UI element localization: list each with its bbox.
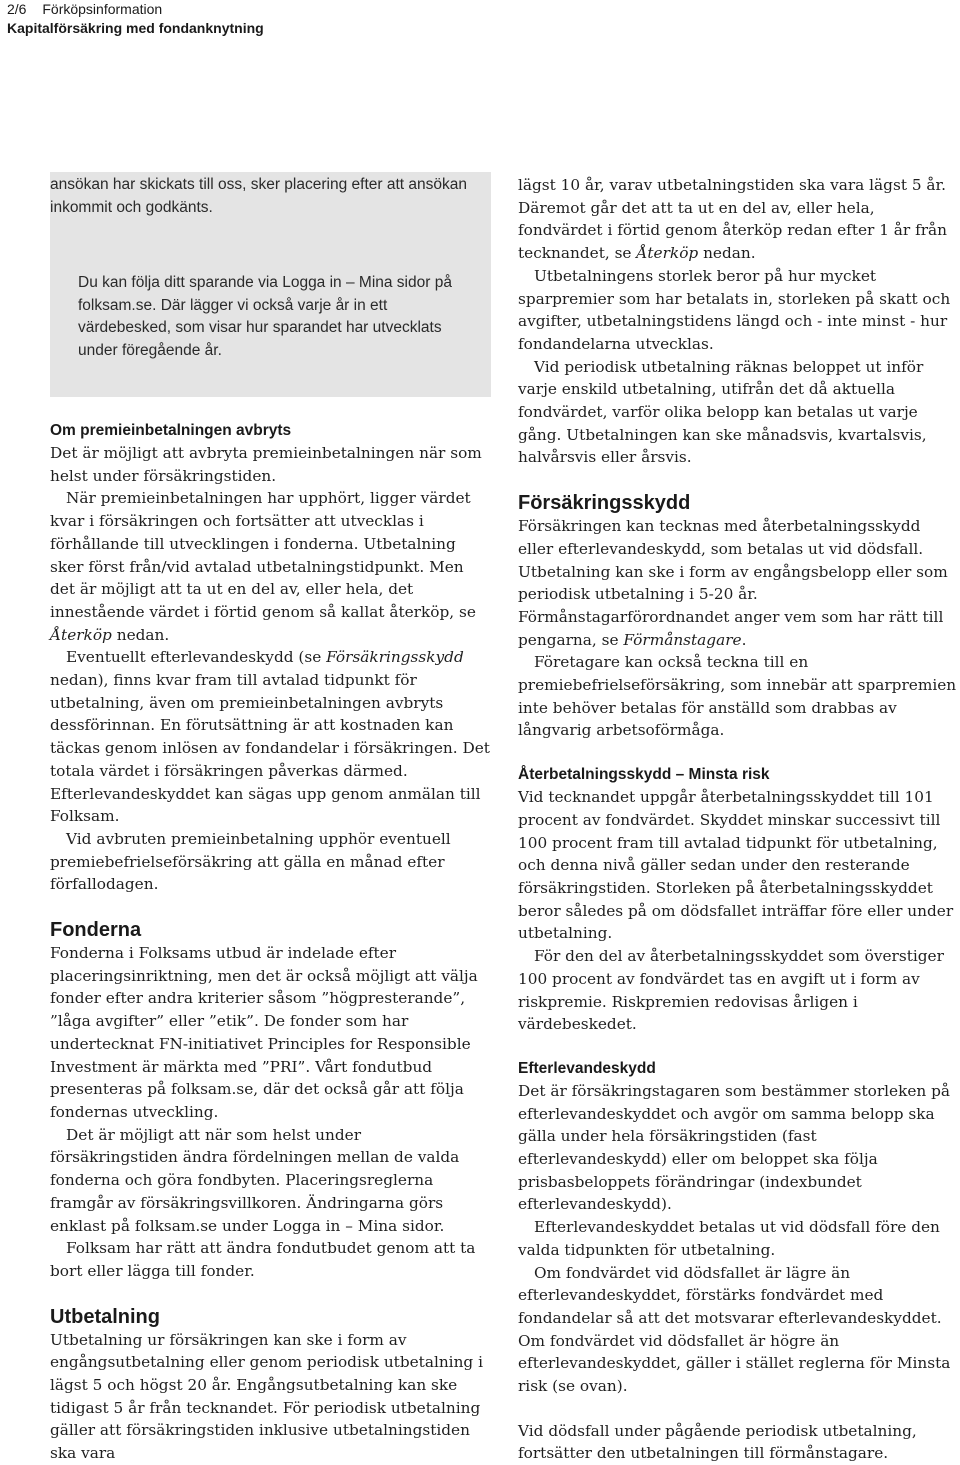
ref-aterkop-2: Återköp	[636, 244, 699, 263]
ref-formanstagare: Förmånstagare	[623, 630, 742, 649]
ater-paragraph-1: Vid tecknandet uppgår återbetalningsskyddet till 101 procent av fondvärdet. Skyddet minskar successivt till 100 procent fram till avtalad tidpunkt för utbetalning, och denna nivå gäller sedan under den resterande försäkringstiden. Storleken på återbetalningsskyddet beror således på om dödsfallet inträffar före eller under utbetalning.	[518, 788, 954, 943]
utbetalning-paragraph-1-continued: lägst 10 år, varav utbetalningstiden ska vara lägst 5 år. Däremot går det att ta ut en del av, eller hela, fondvärdet i förtid genom återköp redan efter 1 år från tecknandet, se Återköp nedan.	[518, 176, 948, 263]
skydd-paragraph-2: Företagare kan också teckna till en premiebefrielseförsäkring, som innebär att sparpremien inte behöver betalas för anställd som drabbas av långvarig arbetsoförmåga.	[518, 653, 957, 740]
efter-paragraph-1: Det är försäkringstagaren som bestämmer storleken på efterlevandeskyddet och avgör om samma belopp ska gälla under hela försäkringstiden (fast efterlevandeskydd) eller om beloppet ska följa prisbasbeloppets förändringar (indexbundet efterlevandeskydd).	[518, 1081, 951, 1214]
premie-paragraph-3: Eventuellt efterlevandeskydd (se Försäkringsskydd nedan), finns kvar fram till avtalad tidpunkt för utbetalning, även om premieinbetalningen avbryts dessförinnan. En förutsättning är att kostnaden kan täckas genom inlösen av fondandelar i försäkringen. Det totala värdet i försäkringen påverkas därmed. Efterlevandeskyddet kan sägas upp genom anmälan till Folksam.	[50, 648, 490, 826]
premie-paragraph-1: Det är möjligt att avbryta premieinbetalningen när som helst under försäkringstiden.	[50, 444, 482, 485]
fonderna-paragraph-2: Det är möjligt att när som helst under försäkringstiden ändra fördelningen mellan de valda fonderna och göra fondbyten. Placeringsreglerna framgår av försäkringsvillkoren. Ändringarna görs enklast på folksam.se under Logga in – Mina sidor.	[50, 1125, 460, 1235]
fonderna-paragraph-1: Fonderna i Folksams utbud är indelade efter placeringsinriktning, men det är också möjligt att välja fonder efter andra kriterier såsom ”högpresterande”, ”låga avgifter” eller ”etik”. De fonder som har undertecknat FN-initiativet Principles for Responsible Investment är märkta med ”PRI”. Vårt fondutbud presenteras på folksam.se, där det också går att följa fondernas utveckling.	[50, 944, 478, 1121]
ref-aterkop: Återköp	[50, 625, 112, 644]
left-column	[50, 420, 492, 1465]
efter-paragraph-3: Om fondvärdet vid dödsfallet är lägre än efterlevandeskyddet, förstärks fondvärdet med fondandelar så att det motsvarar efterlevandeskyddet. Om fondvärdet vid dödsfallet är högre än efterlevandeskyddet, gäller i stället reglerna för Minsta risk (se ovan).	[518, 1263, 951, 1396]
document-title: Kapitalförsäkring med fondanknytning	[7, 20, 264, 36]
ref-forsakringsskydd: Försäkringsskydd	[326, 648, 464, 667]
ater-paragraph-2: För den del av återbetalningsskyddet som överstiger 100 procent av fondvärdet tas en avgift ut i form av riskpremie. Riskpremien redovisas årligen i värdebeskedet.	[518, 947, 944, 1034]
premie-paragraph-2: När premieinbetalningen har upphört, ligger värdet kvar i försäkringen och fortsätter att utvecklas i förhållande till utvecklingen i fonderna. Utbetalning sker först från/vid avtalad utbetalningstidpunkt. Men det är möjligt att ta ut en del av, eller hela, det innestående värdet i förtid genom så kallat återköp, se Återköp nedan.	[50, 489, 476, 644]
right-column	[518, 174, 960, 1465]
document-type: Förköpsinformation	[42, 1, 163, 17]
utbetalning-paragraph-3: Vid periodisk utbetalning räknas beloppet ut inför varje enskild utbetalning, utifrån det då aktuella fondvärdet, varför olika belopp kan betalas ut varje gång. Utbetalningen kan ske månadsvis, kvartalsvis, halvårsvis eller årsvis.	[518, 357, 927, 467]
heading-fonderna: Fonderna	[50, 919, 142, 942]
fonderna-paragraph-3: Folksam har rätt att ändra fondutbudet genom att ta bort eller lägga till fonder.	[50, 1239, 476, 1280]
page-header	[7, 0, 264, 38]
heading-forsakringsskydd: Försäkringsskydd	[518, 492, 691, 515]
heading-efterlevandeskydd: Efterlevandeskydd	[518, 1059, 656, 1077]
page-number: 2/6	[7, 1, 27, 17]
skydd-paragraph-1: Försäkringen kan tecknas med återbetalningsskydd eller efterlevandeskydd, som betalas ut vid dödsfall. Utbetalning kan ske i form av engångsbelopp eller som periodisk utbetalning i 5-20 år. Förmånstagarförordnandet anger vem som har rätt till pengarna, se Förmånstagare.	[518, 517, 948, 649]
efter-paragraph-4: Vid dödsfall under pågående periodisk utbetalning, fortsätter den utbetalningen till förmånstagare.	[518, 1421, 917, 1463]
utbetalning-paragraph-2: Utbetalningens storlek beror på hur mycket sparpremier som har betalats in, storleken på skatt och avgifter, utbetalningstidens längd och - inte minst - hur fondandelarna utvecklas.	[518, 266, 951, 353]
heading-aterbetalningsskydd: Återbetalningsskydd – Minsta risk	[518, 766, 770, 784]
premie-paragraph-4: Vid avbruten premieinbetalning upphör eventuell premiebefrielseförsäkring att gälla en månad efter förfallodagen.	[50, 829, 451, 894]
info-box-text-2: Du kan följa ditt sparande via Logga in – Mina sidor på folksam.se. Där lägger vi också varje år in ett värdebesked, som visar hur sparandet har utvecklats under föregående år.	[78, 274, 452, 359]
heading-premie: Om premieinbetalningen avbryts	[50, 422, 292, 439]
heading-utbetalning: Utbetalning	[50, 1305, 160, 1328]
efter-paragraph-2: Efterlevandeskyddet betalas ut vid dödsfall före den valda tidpunkten för utbetalning.	[518, 1218, 940, 1259]
info-box-text-1: ansökan har skickats till oss, sker placering efter att ansökan inkommit och godkänts.	[50, 176, 467, 216]
utbetalning-paragraph-1: Utbetalning ur försäkringen kan ske i form av engångsutbetalning eller genom periodisk utbetalning i lägst 5 och högst 20 år. Engångsutbetalning kan ske tidigast 5 år från tecknandet. För periodisk utbetalning gäller att försäkringstiden inklusive utbetalningstiden ska vara	[50, 1330, 483, 1463]
